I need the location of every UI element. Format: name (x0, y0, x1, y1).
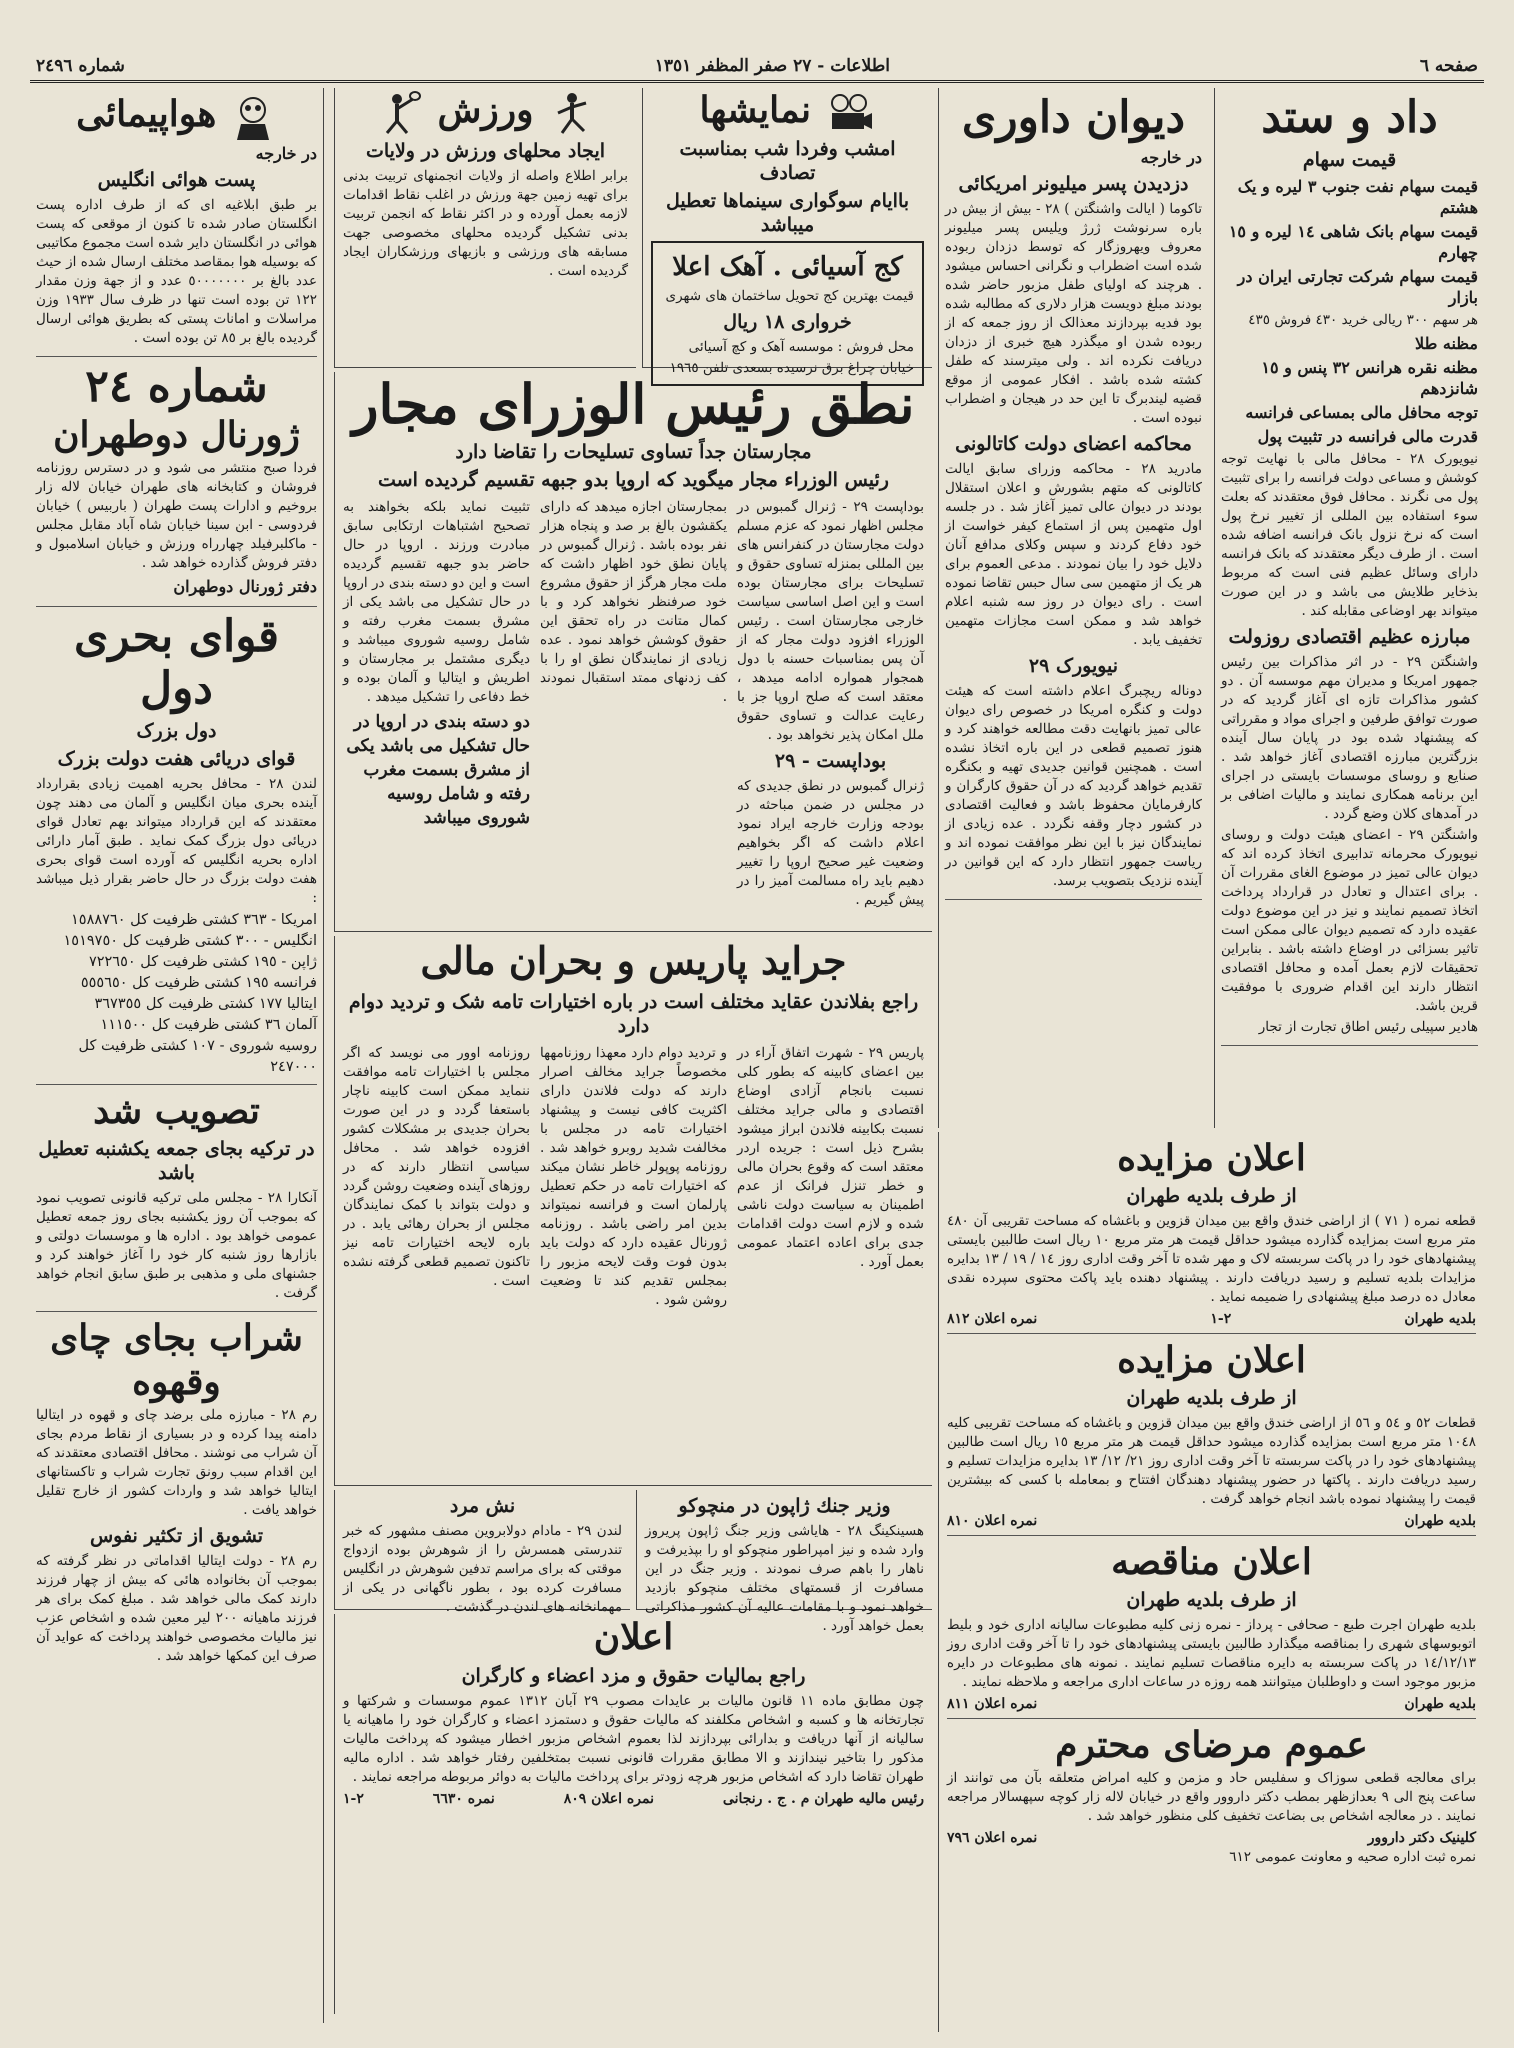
film-camera-icon (828, 93, 872, 133)
divan-banner: دیوان داوری (961, 92, 1186, 143)
population-body: رم ٢٨ - دولت ایتالیا اقداماتی در نظر گرفته که بموجب آن بخانواده هائی که بیش از چهار فرزند دارند کمک مالی خواهد شد . مبلغ کمک برای هر فرزند ماهیانه ٢٠٠ لیر معین شده و اشخاص عزب نیز مالیات مخصوصی خواهند پرداخت که عواید آن صرف این کمکها خواهد شد . (36, 1553, 317, 1664)
navy-list-item: ایتالیا ١٧٧ کشتی ظرفیت کل ٣٦٧٣٥٥ (94, 996, 317, 1012)
tax-notice-number-3: ٢-١ (343, 1791, 364, 1807)
varzesh-title: ورزش (437, 89, 534, 131)
nashmard-story (334, 1490, 630, 1615)
auction-ad-2-number: نمره اعلان ٨١٠ (947, 1513, 1038, 1529)
aviation-section (36, 88, 317, 357)
stock-line: قیمت سهام نفت جنوب ٣ لیره و یک هشتم (1237, 177, 1478, 217)
auction-ad-1 (947, 1132, 1476, 1334)
japan-body: هسینکینگ ٢٨ - هایاشی وزیر جنگ ژاپون پریروز وارد شده و نیز امپراطور منچوکو او را بپذیرفت و ناهار را باهم صرف نمودند . وزیر جنگ در این مسافرت از قسمتهای مختلف منچوکو بازدید خواهد نمود و با مقامات عالیه آن کشور مذاکراتی بعمل خواهد آورد . (645, 1523, 924, 1634)
masthead-date: اطلاعات - ٢٧ صفر المظفر ١٣٥١ (654, 56, 890, 76)
wine-body: رم ٢٨ - مبارزه ملی برضد چای و قهوه در ایتالیا دامنه پیدا کرده و در بسیاری از نقاط مردم بجای آن شراب می نوشند . محافل اقتصادی معتقدند که این اقدام سبب رونق تجارت شراب و تاکستانهای ایتالیا خواهد شد و واردات کشور از خارج تقلیل خواهد یافت . (36, 1407, 318, 1518)
lime-ad-line-1: قیمت بهترین کج تحویل ساختمان های شهری (665, 288, 914, 304)
navy-heading-2: قوای دریائی هفت دولت بزرک (57, 748, 296, 770)
divan-heading-3: نیویورک ٢٩ (1028, 655, 1119, 677)
navy-section (36, 607, 317, 1085)
lime-ad-price: خرواری ١٨ ریال (723, 311, 852, 333)
stock-line: مظنه نقره هرانس ٣٢ پنس و ١٥ شانزدهم (1261, 358, 1478, 398)
dadostad-banner: داد و ستد (1261, 92, 1438, 143)
tasvib-section (36, 1085, 317, 1312)
auction-ad-1-num: ٢-١ (1210, 1311, 1232, 1327)
navy-body: لندن ٢٨ - محافل بحریه اهمیت زیادی بقرارداد آینده بحری میان انگلیس و آلمان می دهند چون معتقدند که این قرارداد میتواند بهم تعادل قوای دریائی دول بزرگ کمک نماید . طبق آمار دارائی اداره بحریه انگلیس که آورده است قوای بحری هفت دولت بزرگ در حال حاضر بقرار ذیل میباشد : (36, 776, 317, 906)
varzesh-body: برابر اطلاع واصله از ولایات انجمنهای تربیت بدنی برای تهیه زمین جهة ورزش در اغلب نقاط اقدامات لازمه بعمل آورده و در اکثر نقاط که انجمن تربیت بدنی تشکیل گردیده محلهای مخصوصی جهت مسابقه های ورزشی و بازیهای ورزشکاران ایجاد گردیده است . (343, 168, 628, 279)
namayesh-title: نمایشها (699, 89, 811, 131)
divan-body-3: دوناله ریچبرگ اعلام داشته است که هیئت دولت و کنگره امریکا در خصوص رای دیوان عالی تمیز بانهایت دقت مطالعه خواهند کرد و هنوز تصمیم قطعی در این باره اتخاذ نشده است . همچنین قوانین جدیدی تهیه و بکنگره تقدیم خواهد گردید که در آن حقوق کارگران و کارفرمایان محفوظ باشد و فعالیت اقتصادی در کشور دچار وقفه نگردد . عده زیادی از نمایندگان نیز با این نظر موافقت نموده اند و ریاست جمهور انتظار دارد که این قوانین در آینده نزدیک بتصویب برسد. (945, 683, 1202, 889)
pilot-icon (233, 94, 273, 140)
divan-abroad: در خارجه (1140, 148, 1202, 167)
aviation-heading: پست هوائی انگلیس (97, 169, 256, 191)
tender-ad (947, 1536, 1476, 1719)
tasvib-body: آنکارا ٢٨ - مجلس ملی ترکیه قانونی تصویب نمود که بموجب آن روز یکشنبه بجای روز جمعه تعطیل عمومی خواهد بود . اداره ها و موسسات دولتی و بازارها روز شنبه کار خود را آغاز خواهند کرد و جشنهای ملی و مذهبی بر طبق سابق انجام خواهد گرفت . (36, 1190, 318, 1301)
tender-ad-footer (947, 1696, 1476, 1712)
nashmard-title: نش مرد (449, 1495, 516, 1517)
paris-body-3: روزنامه اوور می نویسد که اگر مجلس با اختیارات تامه موافقت ننماید ممکن است کابینه ناچار باستعفا گردد و در این صورت بحران جدیدی بر مشکلات کشور افزوده خواهد شد . محافل سیاسی انتظار دارند که در روزهای آینده وضعیت روشن گردد و دولت بتواند با کمک نمایندگان مجلس از بحران رهائی یابد . در باره لایحه اختیارات تامه نیز تاکنون تصمیم قطعی گرفته نشده است . (343, 1045, 530, 1289)
center-story (334, 372, 932, 932)
aviation-body: بر طبق ابلاغیه ای که از طرف اداره پست انگلستان صادر شده تا کنون از موقعی که پست هوائی در انگلستان دایر شده است مجموع مکاتیبی که بوسیله هوا بمقاصد مختلف ارسال شده از حیث عدد بالغ بر ٥٠٠٠٠٠٠٠ عدد و از جهة وزن مقدار ١٢٢ تن بوده است تنها در ظرف سال ١٩٣٣ وزن مراسلات و امانات پستی که بطریق هوائی ارسال گردیده بالغ بر ٨٥ تن بوده است . (36, 197, 317, 346)
stock-line: مظنه طلا (1415, 334, 1478, 353)
auction-ad-2-body: قطعات ٥٢ و ٥٤ و ٥٦ از اراضی خندق واقع بین میدان قزوین و باغشاه که مساحت تقریبی کلیه ١٠٤٨ متر مربع است بمزایده گذارده میشود حداقل قیمت هر متر مربع ١٥ ریال است طالبین پیشنهادهای خود را در پاکت سربسته تا آخر وقت اداری روز ٢١/ ١٢/ ١٣ بدایره مزایدات تسلیم و رسید دریافت دارند . پاکتها در حضور پیشنهاد دهندگان افتتاح و بمعامله با کسی که بیشترین قیمت را پیشنهاد نموده باشد انجام خواهد گرفت . (947, 1415, 1476, 1507)
tennis-player-icon (377, 91, 421, 135)
lime-ad-line-2: محل فروش : موسسه آهک و کچ آسیائی (688, 339, 914, 355)
column-divan (938, 88, 1208, 1128)
center-col-right (737, 496, 924, 912)
auction-ad-1-number: نمره اعلان ٨١٢ (947, 1311, 1038, 1327)
dadostad-section (1221, 88, 1478, 1046)
tax-notice-title: اعلان (593, 1616, 674, 1658)
lime-ad-line-3: خیابان چراغ برق نرسیده بسعدی تلفن ١٩٦٥ (669, 360, 914, 376)
auction-ad-1-signature: بلدیه طهران (1404, 1311, 1476, 1327)
ads-right (938, 1132, 1484, 2032)
page-number: صفحه ٦ (1419, 56, 1478, 76)
namayesh-banner (651, 88, 924, 133)
center-body-mid: بمجارستان اجازه میدهد که داراى یکقشون بالغ بر صد و پنجاه هزار نفر بوده باشد . ژنرال گمبوس در پایان نطق خود اظهار داشت که ملت مجار هرگز از حقوق مشروع خود صرفنظر نخواهد کرد و با کمال متانت در راه تحقق این حقوق کوشش خواهد نمود . عده زیادی از نمایندگان نطق او را با کف زدنهای ممتد استقبال نمودند . (540, 499, 727, 705)
journal-signature: دفتر ژورنال دوطهران (173, 577, 317, 596)
divan-section (945, 88, 1202, 900)
paris-col-mid (540, 1042, 727, 1312)
varzesh-box (334, 88, 636, 368)
tax-notice-signature: رئیس مالیه طهران م . ج . رنجانی (722, 1791, 924, 1807)
auction-ad-2-signature: بلدیه طهران (1404, 1513, 1476, 1529)
varzesh-banner (343, 88, 628, 135)
stock-line: توجه محافل مالی بمساعی فرانسه (1245, 403, 1478, 422)
football-player-icon (550, 91, 594, 135)
japan-title: وزیر جنك ژاپون در منچوکو (678, 1495, 891, 1517)
auction-ad-2-title: اعلان مزایده (1117, 1339, 1306, 1381)
clinic-ad-signature: کلینیک دکتر داروور (1367, 1830, 1476, 1846)
journal-body: فردا صبح منتشر می شود و در دسترس روزنامه فروشان و کتابخانه های طهران خیابان لاله زار بروخیم و ادارات پست طهران ( باربیس ) خیابان فردوسی - ابن سینا خیابان شاه آباد مقابل مجلس - ماکلبرفیلد چهارراه ورزش و خیابان اسلامبول و دفتر فروش گذارده خواهد شد . (36, 460, 317, 571)
masthead (30, 52, 1484, 83)
nashmard-body: لندن ٢٩ - مادام دولابروین مصنف مشهور که خبر تندرستی همسرش را از شوهرش بوده ازدواج موقتی که برای مراسم تدفین شوهرش در انگلیس مسافرت کرده بود ، بطور ناگهانی در یکی از مهمانخانه های لندن در گذشت . (343, 1523, 622, 1615)
tasvib-heading: در ترکیه بجای جمعه یکشنبه تعطیل باشد (38, 1138, 315, 1184)
journal-ad (36, 357, 317, 607)
center-heading-1: مجارستان جداً تساوی تسلیحات را تقاضا دارد (455, 441, 812, 463)
issue-number: شماره ٢٤٩٦ (36, 56, 125, 76)
divan-body-2: مادرید ٢٨ - محاکمه وزرای سابق ایالت کاتالونی که متهم بشورش و اعلان استقلال بودند در دیوان عالی تمیز آغاز شد . در جلسه اول متهمین پس از استماع کیفر خواست از خود دفاع کردند و سپس وکلای مدافع آنان دلایل خود را بیان نمودند . مدعی العموم برای هر یک از متهمین سی سال حبس تقاضا نموده است . رای دیوان در روز سه شنبه اعلام خواهد شد و ممکن است مجازات متهمین تخفیف یابد . (945, 461, 1203, 648)
tender-ad-body: بلدیه طهران اجرت طبع - صحافی - پرداز - نمره زنی کلیه مطبوعات سالیانه اداری خود و بلیط اتوبوسهای شهری را بمناقصه میگذارد طالبین بایستی پیشنهادهای خود را تا آخر وقت اداری روز ١٤/١٢/١٣ در پاکت سربسته به دایره مناقصات تسلیم نمایند . نمونه های مطبوعات در دایره مزبور موجود است و داوطلبان میتوانند همه روزه در ساعات اداری مراجعه و ملاحظه نمایند . (947, 1617, 1476, 1690)
center-title: نطق رئیس الوزرای مجار (352, 372, 915, 436)
paris-body-1: پاریس ٢٩ - شهرت اتفاق آراء در بین اعضای کابینه که بطور کلی نسبت بانجام آزادی اوضاع اقتصادی و مالی جراید مختلف نسبت بکابینه فلاندن ابراز میشود بشرح ذیل است : جریده اردر معتقد است که وقوع بحران مالی و خطر تنزل فرانک از عدم اطمینان به سیاست دولت ناشی شده و لازم است دولت اقدامات جدی برای اعاده اعتماد عمومی بعمل آورد . (737, 1045, 924, 1270)
wine-banner: شراب بجای چای وقهوه (50, 1317, 303, 1403)
auction-ad-1-body: قطعه نمره ( ٧١ ) از اراضی خندق واقع بین میدان قزوین و باغشاه که مساحت تقریبی آن ٤٨٠ متر مربع است بمزایده گذارده میشود حداقل قیمت هر متر مربع ۱۰ ریال است طالبین بایستی پیشنهادهای خود را در پاکت سربسته لاک و مهر شده تا آخر وقت اداری روز ١٤ / ١٩ / ١٣ بدایره مزایدات بلدیه تسلیم و رسید دریافت دارند . پیشنهاد دهنده باید پاکت محتوی سپرده نقدی معادل ده درصد مبلغ پیشنهادی را ضمیمه نماید . (947, 1213, 1477, 1305)
aviation-title: هواپیمائی (76, 93, 217, 135)
dadostad-body-2: واشنگتن ٢٩ - در اثر مذاکرات بین رئیس جمهور امریکا و مدیران مهم موسسه آن . دو کشور مذاکرات تازه ای آغاز گردید که در صورت توافق طرفین و اجرای مواد و مقرراتی که پیشنهاد شده بود در پایان سال آینده بزرگترین مبارزه اقتصادی آغاز خواهد شد . صنایع و روسای موسسات بایستی در اجرای این برنامه همکاری نمایند و مالیات اضافی بر در آمدهای کلان وضع گردد . (1221, 654, 1478, 822)
navy-list-item: آلمان ٣٦ کشتی ظرفیت کل ١١١٥٠٠ (100, 1017, 317, 1033)
navy-banner: قوای بحری دول (73, 611, 280, 714)
clinic-ad-number: نمره اعلان ٧٩٦ (947, 1830, 1038, 1846)
lime-ad (651, 241, 924, 386)
lime-ad-title: کج آسیائی . آهک اعلا (672, 252, 903, 282)
tax-notice-footer (343, 1791, 924, 1807)
japan-story (636, 1490, 932, 1634)
tax-notice-heading: راجع بمالیات حقوق و مزد اعضاء و کارگران (461, 1665, 806, 1687)
divan-heading-1: دزدیدن پسر میلیونر امریکائی (958, 173, 1189, 195)
paris-col-right (737, 1042, 924, 1312)
stock-line: قیمت سهام بانک شاهی ١٤ لیره و ١٥ چهارم (1228, 222, 1478, 262)
namayesh-heading-1: امشب وفردا شب بمناسبت تصادف (679, 138, 896, 184)
tender-ad-from: از طرف بلدیه طهران (1126, 1589, 1297, 1611)
center-highlight: دو دسته بندی در اروپا در حال تشکیل می باشد یکی از مشرق بسمت مغرب رفته و شامل روسیه شوروی میباشد (346, 712, 530, 828)
paris-columns (343, 1042, 924, 1312)
center-body-left: تثبیت نماید بلکه بخواهند به تصحیح اشتباهات ارتکابی سابق مبادرت ورزند . اروپا در حال حاضر بدو جبهه تقسیم گردیده است و این دو دسته بندی در اروپا در حال تشکیل می باشد یکی از مشرق بسمت مغرب رفته و شامل روسیه شوروی میباشد و دیگری مشتمل بر مجارستان و اطریش و ایتالیا و آلمان بوده و خط دفاعی را تشکیل میدهد . (343, 499, 530, 705)
dadostad-footer: هادیر سپیلی رئیس اطاق تجارت از تجار (1258, 1019, 1478, 1035)
navy-list-item: امریکا - ٣٦٣ کشتی ظرفیت کل ١٥٨٨٧٦٠ (71, 912, 317, 928)
paris-title: جراید پاریس و بحران مالی (420, 938, 847, 983)
center-col-left (343, 496, 530, 912)
column-dadostad (1214, 88, 1484, 1128)
divan-body-1: تاکوما ( ایالت واشنگتن ) ٢٨ - بیش از بیش در باره سرنوشت ژرژ ویلیس پسر میلیونر معروف ویهروزگار که توسط دزدان ربوده شده است اضطراب و نگرانی احساس میشود . هرچند که اولیای طفل مزبور حاضر شده بودند مبلغ دویست هزار دلاری که مطالبه شده بود فدیه بپردازند معذالک از روز جمعه که از ربوده شدن او میگذرد هیچ خبری از دزدان دریافت نکرده اند . ولی میترسند که طفل کشته شده باشد . افکار عمومی از موقع قضیه لیندبرگ تا این حد در هیجان و اضطراب نبوده است . (945, 201, 1203, 426)
navy-list (36, 910, 317, 1078)
clinic-ad-body: برای معالجه قطعی سوزاک و سفلیس حاد و مزمن و کلیه امراض متعلقه بآن می توانند از ساعت پنج الی ٩ بعدازظهر بمطب دکتر داروور واقع در خیابان لاله زار کوچه سپهسالار مراجعه نمایند . در معالجه اشخاص بی بضاعت تخفیف کلی منظور خواهد شد . (947, 1770, 1476, 1824)
tax-notice-body: چون مطابق ماده ١١ قانون مالیات بر عایدات مصوب ٢٩ آبان ١٣١٢ عموم موسسات و شرکتها و تجارتخانه ها و کسبه و اشخاص مکلفند که مالیات حقوق و دستمزد اعضاء و کارگران خود را ماهیانه یا سالیانه از آنها دریافت و بدارائی بپردازند لذا بعموم اشخاص مزبور اخطار میشود که پرداخت مالیات مذکور را بتاخیر نیندازند و الا مطابق مقررات قانونی نسبت بمتخلفین رفتار خواهد شد . اداره مالیه طهران تقاضا دارد که اشخاص مزبور هرچه زودتر برای پرداخت مالیات به دوائر مربوطه مراجعه نمایند . (343, 1693, 924, 1785)
clinic-ad (947, 1719, 1476, 1875)
clinic-ad-registration: نمره ثبت اداره صحیه و معاونت عمومی ٦١٢ (1229, 1849, 1476, 1865)
stock-line: قیمت سهام شرکت تجارتی ایران در بازار (1237, 267, 1478, 307)
dadostad-body-3: واشنگتن ٢٩ - اعضای هیئت دولت و روسای نیویورک محرمانه تدابیری اتخاذ کرده اند که دیوان عالی تمیز در موضوع الغای مقررات آن . برای اعتدال و تعادل در قرارداد پرداخت اتخاذ تصمیم نمایند و نیز در این موضوع دولت عقیده دارد که تصمیم دیوان عالی ممکن است تاثیر بسزائی در اوضاع داشته باشد . بنابراین تحقیقات لازم بعمل آمده و محافل اقتصادی انتظار دارند این اقدام ضروری با موفقیت قرین باشد. (1221, 827, 1478, 1014)
paris-story (334, 936, 932, 1486)
stock-list (1221, 176, 1478, 447)
varzesh-heading: ایجاد محلهای ورزش در ولایات (365, 140, 606, 162)
navy-list-item: فرانسه ١٩٥ کشتی ظرفیت کل ٥٥٥٦٥٠ (80, 975, 317, 991)
navy-heading-1: دول بزرک (136, 720, 217, 742)
navy-list-item: ژاپن - ١٩٥ کشتی ظرفیت کل ٧٢٢٦٥٠ (88, 954, 317, 970)
auction-ad-1-from: از طرف بلدیه طهران (1126, 1185, 1297, 1207)
navy-list-item: انگلیس - ٣٠٠ کشتی ظرفیت کل ١٥١٩٧٥٠ (63, 933, 317, 949)
tender-ad-number: نمره اعلان ٨١١ (947, 1696, 1038, 1712)
tasvib-banner: تصویب شد (93, 1090, 260, 1132)
namayesh-box (642, 88, 932, 376)
divan-heading-2: محاکمه اعضای دولت کاتالونی (955, 433, 1192, 455)
wine-section (36, 1312, 317, 1674)
aviation-banner (36, 92, 317, 140)
center-heading-3: بوداپست - ٢٩ (774, 750, 887, 772)
center-columns (343, 496, 924, 912)
namayesh-heading-2: باایام سوگواری سینماها تعطیل میباشد (665, 190, 910, 236)
stock-line: قدرت مالی فرانسه در تثبیت پول (1257, 427, 1478, 446)
auction-ad-1-footer (947, 1311, 1476, 1327)
column-havapeymaei (30, 88, 324, 2023)
tender-ad-signature: بلدیه طهران (1404, 1696, 1476, 1712)
auction-ad-2-from: از طرف بلدیه طهران (1126, 1387, 1297, 1409)
tax-notice-number-2: نمره ٦٦٣٠ (432, 1791, 495, 1807)
center-heading-2: رئیس الوزراء مجار میگوید که اروپا بدو جبهه تقسیم گردیده است (378, 469, 889, 491)
auction-ad-2-footer (947, 1513, 1476, 1529)
navy-list-item: روسیه شوروی - ١٠٧ کشتی ظرفیت کل ٢٤٧٠٠٠ (78, 1038, 317, 1075)
auction-ad-1-title: اعلان مزایده (1117, 1137, 1306, 1179)
clinic-ad-title: عموم مرضای محترم (1055, 1724, 1368, 1766)
journal-issue-title: شماره ٢٤ (85, 361, 268, 412)
clinic-ad-footer (947, 1830, 1476, 1846)
paris-col-left (343, 1042, 530, 1312)
dadostad-body-1: نیویورک ٢٨ - محافل مالی با نهایت توجه کوشش و مساعی دولت فرانسه را برای تثبیت پول می نگرند . محافل فوق معتقدند که بعلت سوء استفاده بین المللی از تغییر نرخ پول است که نرخ نزول بانک فرانسه اضافه شده است . از طرف دیگر معتقدند که بانک فرانسه دارای وسائل عظیم فنی است که مربوط بذخایر طلایش می باشد و در این صورت میتواند بهر اوضاعی مقابله کند . (1221, 451, 1478, 619)
tax-notice (334, 1614, 932, 2014)
center-body-3: ژنرال گمبوس در نطق جدیدی که در مجلس در ضمن مباحثه در بودجه وزارت خارجه ایراد نمود اعلام داشت که اگر بخواهیم وضعیت غیر صحیح اروپا را تغییر دهیم باید راه مسالمت آمیز را در پیش گیریم . (737, 778, 924, 908)
paris-heading: راجع بفلاندن عقاید مختلف است در باره اختیارات تامه شک و تردید دوام دارد (348, 991, 919, 1037)
stock-title: قیمت سهام (1302, 149, 1397, 171)
tax-notice-number: نمره اعلان ٨٠٩ (563, 1791, 654, 1807)
aviation-abroad: در خارجه (255, 144, 317, 163)
tender-ad-title: اعلان مناقصه (1111, 1541, 1312, 1583)
center-body-right: بوداپست ٢٩ - ژنرال گمبوس در مجلس اظهار نمود که عزم مسلم دولت مجارستان در کنفرانس های بین المللی بمنزله تساوی حقوق و تسلیحات برای مجارستان بوده است و این اصل اساسی سیاست خارجی مجارستان است . رئیس الوزراء افزود دولت مجار که از آن پس بمناسبات حسنه با دول همجوار همواره ادامه میدهد ، معتقد است که صلح اروپا جز با رعایت عدالت و تساوی حقوق ملل امکان پذیر نخواهد بود . (737, 499, 924, 743)
center-col-mid (540, 496, 727, 912)
stock-line: هر سهم ٣٠٠ ریالی خرید ٤٣٠ فروش ٤٣٥ (1248, 312, 1478, 328)
dadostad-heading-2: مبارزه عظیم اقتصادی روزولت (1228, 626, 1471, 648)
auction-ad-2 (947, 1334, 1476, 1536)
paris-body-2: و تردید دوام دارد معهذا روزنامهها مخصوصاً جراید مخالف اصرار دارند که دولت فلاندن دارای اکثریت کافی نیست و پیشنهاد اختیارات تامه در مجلس با مخالفت شدید روبرو خواهد شد . روزنامه پوپولر خاطر نشان میکند که اختیارات تامه در حکم تعطیل پارلمان است و فرانسه نمیتواند بدین امر راضی باشد . روزنامه ژورنال عقیده دارد که دولت باید بدون فوت وقت لایحه مزبور را بمجلس تقدیم کند تا وضعیت روشن شود . (540, 1045, 727, 1308)
journal-name: ژورنال دوطهران (53, 414, 300, 456)
population-heading: تشویق از تکثیر نفوس (89, 1525, 264, 1547)
